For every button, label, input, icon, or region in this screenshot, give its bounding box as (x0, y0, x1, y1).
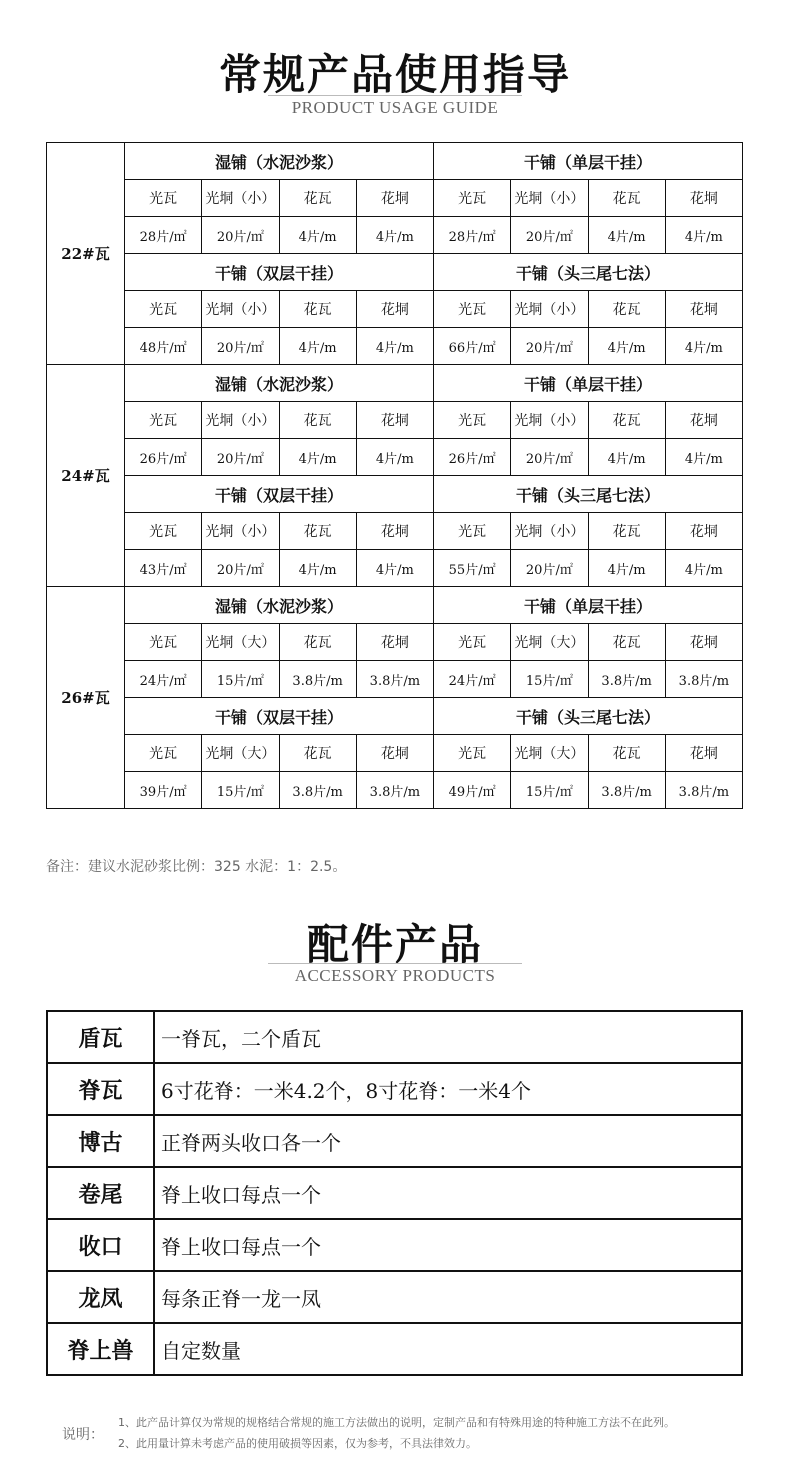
usage-value: 28片/㎡ (434, 217, 511, 254)
usage-value: 20片/㎡ (511, 217, 588, 254)
column-header: 花垌 (665, 513, 742, 550)
usage-value: 20片/㎡ (511, 328, 588, 365)
usage-value: 66片/㎡ (434, 328, 511, 365)
usage-value: 20片/㎡ (202, 550, 279, 587)
column-header: 花瓦 (279, 624, 356, 661)
usage-value: 26片/㎡ (125, 439, 202, 476)
value-row (47, 328, 743, 365)
column-header: 光垌（大） (511, 624, 588, 661)
column-header: 光瓦 (125, 735, 202, 772)
column-header: 花瓦 (588, 513, 665, 550)
accessory-row (47, 1271, 742, 1323)
accessory-name: 收口 (47, 1219, 154, 1271)
footnote-label: 说明： (62, 1427, 104, 1443)
value-row (47, 439, 743, 476)
usage-value: 4片/m (279, 328, 356, 365)
column-header: 光垌（小） (202, 180, 279, 217)
column-header: 花瓦 (588, 180, 665, 217)
column-header: 光垌（小） (202, 513, 279, 550)
method-header: 干铺（头三尾七法） (434, 254, 743, 291)
usage-value: 43片/㎡ (125, 550, 202, 587)
column-header-row (47, 624, 743, 661)
method-header: 湿铺（水泥沙浆） (125, 143, 434, 180)
column-header-row (47, 513, 743, 550)
tile-size-label: 24#瓦 (47, 365, 125, 587)
value-row (47, 217, 743, 254)
usage-value: 20片/㎡ (202, 217, 279, 254)
usage-value: 15片/㎡ (511, 661, 588, 698)
accessory-subtitle: ACCESSORY PRODUCTS (294, 966, 496, 985)
column-header: 光垌（小） (511, 402, 588, 439)
accessory-description: 每条正脊一龙一凤 (154, 1271, 742, 1323)
method-row (47, 698, 743, 735)
accessory-title: 配件产品 (306, 920, 483, 969)
method-header: 干铺（头三尾七法） (434, 698, 743, 735)
column-header: 光瓦 (434, 624, 511, 661)
column-header: 花瓦 (588, 735, 665, 772)
column-header: 光瓦 (125, 624, 202, 661)
column-header: 光垌（小） (511, 180, 588, 217)
usage-value: 4片/m (279, 550, 356, 587)
tile-size-label: 26#瓦 (47, 587, 125, 809)
column-header: 光瓦 (125, 513, 202, 550)
usage-value: 4片/m (356, 217, 433, 254)
method-header: 干铺（单层干挂） (434, 587, 743, 624)
column-header: 花垌 (665, 735, 742, 772)
usage-value: 20片/㎡ (202, 439, 279, 476)
column-header: 花瓦 (279, 180, 356, 217)
accessory-description: 脊上收口每点一个 (154, 1219, 742, 1271)
column-header-row (47, 180, 743, 217)
column-header: 花瓦 (279, 513, 356, 550)
usage-subtitle: PRODUCT USAGE GUIDE (291, 98, 499, 117)
value-row (47, 661, 743, 698)
column-header: 光垌（大） (202, 624, 279, 661)
footnote-line-1: 1、此产品计算仅为常规的规格结合常规的施工方法做出的说明，定制产品和有特殊用途的特种施工方法不在此列。 (118, 1416, 675, 1429)
column-header: 光垌（大） (511, 735, 588, 772)
method-row (47, 254, 743, 291)
method-header: 干铺（单层干挂） (434, 365, 743, 402)
usage-value: 4片/m (665, 217, 742, 254)
usage-title: 常规产品使用指导 (218, 50, 571, 99)
usage-value: 15片/㎡ (202, 772, 279, 809)
column-header: 花瓦 (279, 291, 356, 328)
accessory-description: 脊上收口每点一个 (154, 1167, 742, 1219)
usage-value: 4片/m (279, 439, 356, 476)
usage-value: 24片/㎡ (434, 661, 511, 698)
usage-value: 48片/㎡ (125, 328, 202, 365)
column-header: 花瓦 (588, 402, 665, 439)
accessory-description: 6寸花脊：一米4.2个，8寸花脊：一米4个 (154, 1063, 742, 1115)
usage-value: 4片/m (588, 439, 665, 476)
usage-value: 4片/m (665, 550, 742, 587)
accessory-row (47, 1219, 742, 1271)
column-header: 花垌 (665, 291, 742, 328)
usage-value: 39片/㎡ (125, 772, 202, 809)
column-header-row (47, 402, 743, 439)
column-header: 光瓦 (125, 180, 202, 217)
accessory-row (47, 1323, 742, 1375)
value-row (47, 772, 743, 809)
usage-value: 3.8片/m (665, 661, 742, 698)
column-header: 花垌 (665, 402, 742, 439)
accessory-row (47, 1167, 742, 1219)
column-header: 花垌 (356, 513, 433, 550)
title-divider (268, 95, 522, 96)
column-header: 花垌 (665, 180, 742, 217)
usage-value: 4片/m (665, 328, 742, 365)
column-header: 光垌（小） (511, 291, 588, 328)
method-row (47, 365, 743, 402)
column-header: 花垌 (665, 624, 742, 661)
usage-value: 20片/㎡ (511, 550, 588, 587)
method-header: 干铺（双层干挂） (125, 698, 434, 735)
usage-value: 3.8片/m (279, 772, 356, 809)
accessory-name: 博古 (47, 1115, 154, 1167)
usage-value: 15片/㎡ (202, 661, 279, 698)
usage-value: 4片/m (588, 328, 665, 365)
column-header: 花垌 (356, 402, 433, 439)
column-header: 光垌（小） (511, 513, 588, 550)
usage-value: 3.8片/m (356, 772, 433, 809)
usage-value: 4片/m (356, 550, 433, 587)
column-header: 光瓦 (434, 291, 511, 328)
footnote-line-2: 2、此用量计算未考虑产品的使用破损等因素，仅为参考，不具法律效力。 (118, 1437, 477, 1450)
column-header: 光垌（小） (202, 402, 279, 439)
column-header-row (47, 291, 743, 328)
usage-value: 4片/m (356, 439, 433, 476)
accessory-name: 脊瓦 (47, 1063, 154, 1115)
method-header: 干铺（头三尾七法） (434, 476, 743, 513)
usage-value: 3.8片/m (665, 772, 742, 809)
accessory-description: 自定数量 (154, 1323, 742, 1375)
usage-value: 20片/㎡ (511, 439, 588, 476)
column-header-row (47, 735, 743, 772)
usage-value: 4片/m (588, 217, 665, 254)
column-header: 花瓦 (588, 624, 665, 661)
accessory-name: 脊上兽 (47, 1323, 154, 1375)
usage-value: 4片/m (588, 550, 665, 587)
method-header: 干铺（双层干挂） (125, 254, 434, 291)
tile-size-label: 22#瓦 (47, 143, 125, 365)
usage-value: 26片/㎡ (434, 439, 511, 476)
usage-table (46, 142, 743, 809)
usage-value: 28片/㎡ (125, 217, 202, 254)
accessory-name: 龙凤 (47, 1271, 154, 1323)
usage-value: 49片/㎡ (434, 772, 511, 809)
method-row (47, 587, 743, 624)
method-header: 湿铺（水泥沙浆） (125, 365, 434, 402)
accessory-row (47, 1115, 742, 1167)
column-header: 花垌 (356, 180, 433, 217)
column-header: 花垌 (356, 735, 433, 772)
method-row (47, 143, 743, 180)
column-header: 光垌（大） (202, 735, 279, 772)
column-header: 光垌（小） (202, 291, 279, 328)
accessory-description: 正脊两头收口各一个 (154, 1115, 742, 1167)
accessory-divider (268, 963, 522, 964)
value-row (47, 550, 743, 587)
usage-value: 3.8片/m (279, 661, 356, 698)
usage-value: 24片/㎡ (125, 661, 202, 698)
accessory-row (47, 1011, 742, 1063)
column-header: 光瓦 (434, 513, 511, 550)
method-header: 干铺（单层干挂） (434, 143, 743, 180)
accessory-name: 卷尾 (47, 1167, 154, 1219)
usage-value: 3.8片/m (588, 661, 665, 698)
column-header: 花瓦 (279, 402, 356, 439)
usage-value: 3.8片/m (588, 772, 665, 809)
accessory-table (46, 1010, 743, 1376)
usage-value: 20片/㎡ (202, 328, 279, 365)
column-header: 花垌 (356, 624, 433, 661)
column-header: 花垌 (356, 291, 433, 328)
usage-value: 4片/m (279, 217, 356, 254)
accessory-description: 一脊瓦，二个盾瓦 (154, 1011, 742, 1063)
usage-value: 15片/㎡ (511, 772, 588, 809)
method-row (47, 476, 743, 513)
usage-value: 4片/m (665, 439, 742, 476)
accessory-name: 盾瓦 (47, 1011, 154, 1063)
column-header: 光瓦 (434, 735, 511, 772)
column-header: 花瓦 (279, 735, 356, 772)
method-header: 干铺（双层干挂） (125, 476, 434, 513)
usage-value: 3.8片/m (356, 661, 433, 698)
accessory-row (47, 1063, 742, 1115)
mortar-note: 备注：建议水泥砂浆比例：325 水泥：1：2.5。 (46, 859, 347, 875)
column-header: 光瓦 (125, 402, 202, 439)
column-header: 光瓦 (434, 180, 511, 217)
method-header: 湿铺（水泥沙浆） (125, 587, 434, 624)
column-header: 花瓦 (588, 291, 665, 328)
usage-value: 55片/㎡ (434, 550, 511, 587)
column-header: 光瓦 (434, 402, 511, 439)
usage-value: 4片/m (356, 328, 433, 365)
column-header: 光瓦 (125, 291, 202, 328)
